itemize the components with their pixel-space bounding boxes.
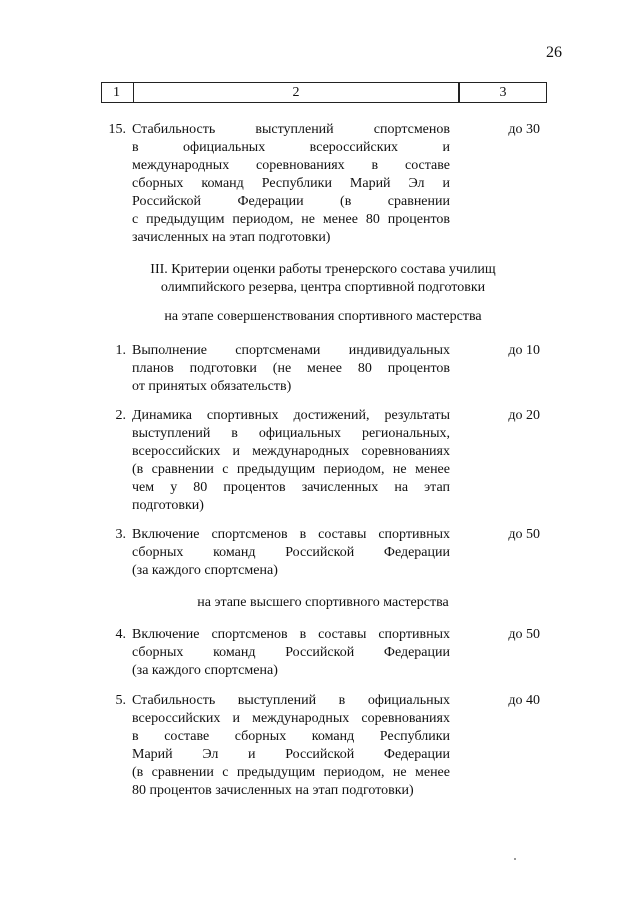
item-description (132, 121, 450, 247)
scan-speck (514, 858, 516, 860)
item-value: до 50 (508, 527, 540, 542)
item-number: 2. (115, 408, 126, 423)
header-col-1: 1 (102, 83, 134, 102)
criteria-item-3 (100, 526, 540, 580)
item-line: в составе сборных команд Республики (132, 729, 450, 744)
section-title (100, 261, 546, 297)
item-line: международных соревнованиях в составе (132, 158, 450, 173)
header-col-2: 2 (134, 83, 460, 102)
item-description (132, 342, 450, 396)
item-line: (в сравнении с предыдущим периодом, не менее (132, 765, 450, 780)
item-number: 4. (115, 627, 126, 642)
item-description (132, 692, 450, 800)
item-line: всероссийских и международных соревнованиях (132, 444, 450, 459)
section-title-line: III. Критерии оценки работы тренерского состава училищ (150, 262, 496, 277)
item-line: чем у 80 процентов зачисленных на этап (132, 480, 450, 495)
item-number: 5. (115, 693, 126, 708)
item-value: до 50 (508, 627, 540, 642)
item-line: с предыдущим периодом, не менее 80 процентов (132, 212, 450, 227)
item-line: (за каждого спортсмена) (132, 663, 278, 678)
item-line: всероссийских и международных соревнованиях (132, 711, 450, 726)
item-number: 15. (108, 122, 126, 137)
item-line: подготовки) (132, 498, 204, 513)
criteria-item-1 (100, 342, 540, 396)
item-number: 1. (115, 343, 126, 358)
item-line: планов подготовки (не менее 80 процентов (132, 361, 450, 376)
item-description (132, 407, 450, 515)
item-line: выступлений в официальных региональных, (132, 426, 450, 441)
table-header-row (101, 82, 547, 103)
item-description (132, 526, 450, 580)
section-title-line: олимпийского резерва, центра спортивной подготовки (160, 280, 486, 295)
item-value: до 20 (508, 408, 540, 423)
item-value: до 30 (508, 122, 540, 137)
criteria-item-4 (100, 626, 540, 680)
item-line: (в сравнении с предыдущим периодом, не менее (132, 462, 450, 477)
criteria-item-5 (100, 692, 540, 800)
item-line: Российской Федерации (в сравнении (132, 194, 450, 209)
header-col-3: 3 (499, 84, 507, 100)
item-line: Включение спортсменов в составы спортивных (132, 627, 450, 642)
item-line: Включение спортсменов в составы спортивных (132, 527, 450, 542)
item-line: Стабильность выступлений спортсменов (132, 122, 450, 137)
item-line: сборных команд Российской Федерации (132, 545, 450, 560)
criteria-item-15 (100, 121, 540, 247)
item-line: зачисленных на этап подготовки) (132, 230, 331, 245)
item-line: от принятых обязательств) (132, 379, 292, 394)
item-line: Динамика спортивных достижений, результаты (132, 408, 450, 423)
item-line: в официальных всероссийских и (132, 140, 450, 155)
item-line: Выполнение спортсменами индивидуальных (132, 343, 450, 358)
item-number: 3. (115, 527, 126, 542)
stage-title-higher: на этапе высшего спортивного мастерства (197, 595, 449, 610)
item-line: сборных команд Российской Федерации (132, 645, 450, 660)
stage-title-improvement: на этапе совершенствования спортивного мастерства (164, 309, 482, 324)
criteria-item-2 (100, 407, 540, 515)
item-description (132, 626, 450, 680)
item-value: до 10 (508, 343, 540, 358)
item-line: (за каждого спортсмена) (132, 563, 278, 578)
item-line: Марий Эл и Российской Федерации (132, 747, 450, 762)
item-line: сборных команд Республики Марий Эл и (132, 176, 450, 191)
item-value: до 40 (508, 693, 540, 708)
page-number: 26 (546, 44, 562, 61)
item-line: 80 процентов зачисленных на этап подготовки) (132, 783, 414, 798)
item-line: Стабильность выступлений в официальных (132, 693, 450, 708)
